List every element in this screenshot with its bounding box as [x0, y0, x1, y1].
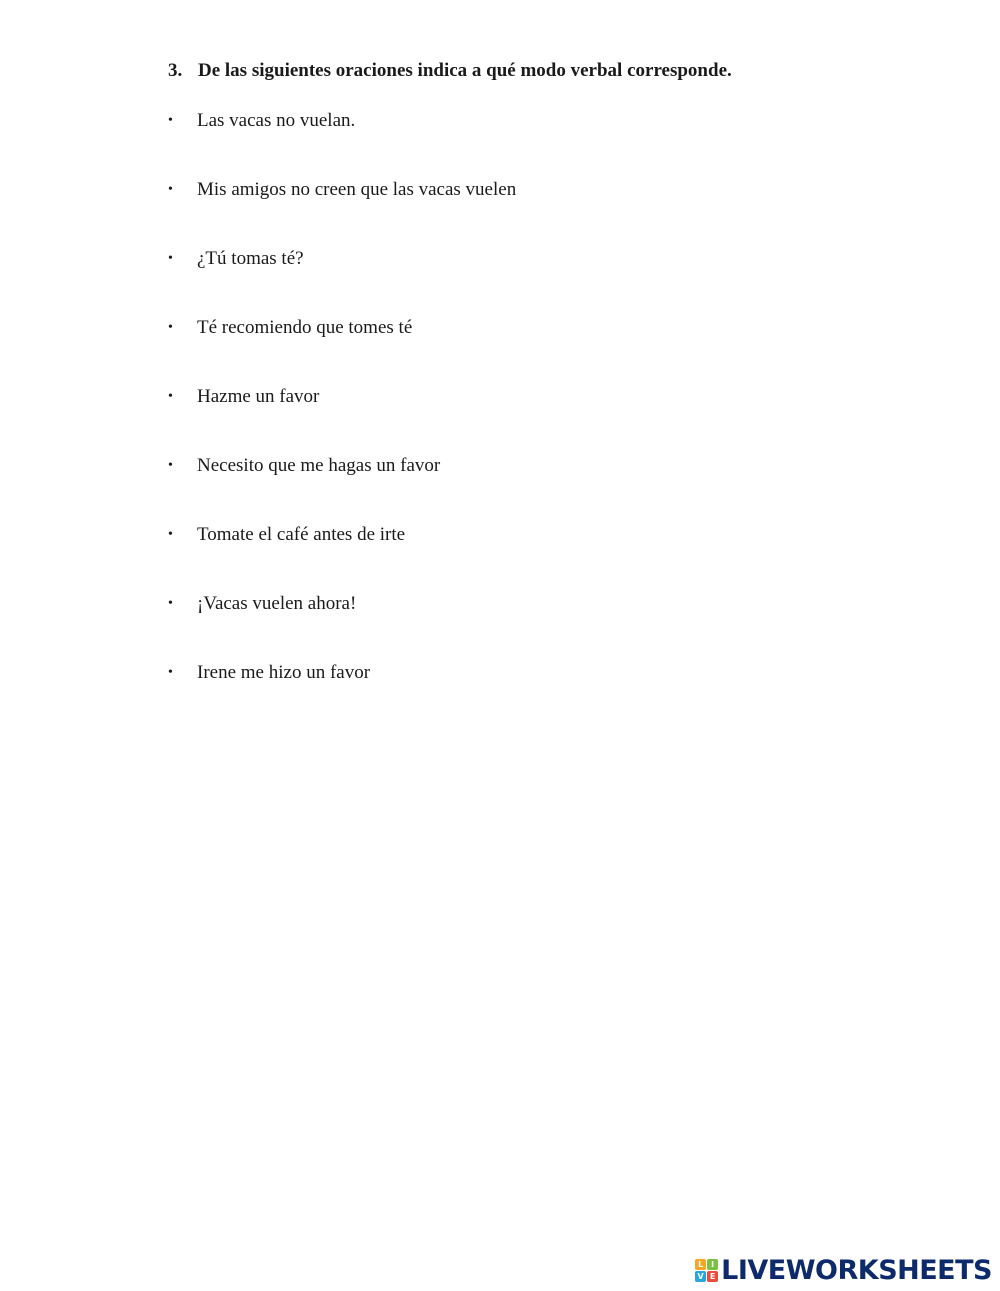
- bullet-icon: •: [168, 527, 173, 542]
- bullet-icon: •: [168, 182, 173, 197]
- sentence-text: ¡Vacas vuelen ahora!: [197, 593, 357, 614]
- list-item: [168, 386, 516, 455]
- sentence-list: [168, 110, 516, 731]
- bullet-icon: •: [168, 596, 173, 611]
- sentence-text: Irene me hizo un favor: [197, 662, 371, 683]
- question-heading: [168, 60, 732, 82]
- liveworksheets-logo: [695, 1253, 992, 1287]
- bullet-icon: •: [168, 320, 173, 335]
- bullet-icon: •: [168, 251, 173, 266]
- list-item: [168, 593, 516, 662]
- list-item: [168, 248, 516, 317]
- list-item: [168, 317, 516, 386]
- list-item: [168, 179, 516, 248]
- logo-badge-letter: L: [695, 1259, 706, 1270]
- list-item: [168, 524, 516, 593]
- list-item: [168, 455, 516, 524]
- sentence-text: Té recomiendo que tomes té: [197, 317, 413, 338]
- sentence-text: Mis amigos no creen que las vacas vuelen: [197, 179, 517, 200]
- logo-badge-letter: E: [707, 1271, 718, 1282]
- question-number: 3.: [168, 60, 183, 81]
- list-item: [168, 110, 516, 179]
- bullet-icon: •: [168, 665, 173, 680]
- bullet-icon: •: [168, 113, 173, 128]
- logo-text: LIVEWORKSHEETS: [721, 1254, 992, 1286]
- list-item: [168, 662, 516, 731]
- sentence-text: Tomate el café antes de irte: [197, 524, 406, 545]
- sentence-text: Las vacas no vuelan.: [197, 110, 356, 131]
- logo-badge-icon: [695, 1259, 718, 1282]
- sentence-text: Hazme un favor: [197, 386, 320, 407]
- bullet-icon: •: [168, 389, 173, 404]
- sentence-text: ¿Tú tomas té?: [197, 248, 304, 269]
- sentence-text: Necesito que me hagas un favor: [197, 455, 441, 476]
- logo-badge-letter: V: [695, 1271, 706, 1282]
- bullet-icon: •: [168, 458, 173, 473]
- question-text: De las siguientes oraciones indica a qué modo verbal corresponde.: [198, 60, 732, 81]
- logo-badge-letter: I: [707, 1259, 718, 1270]
